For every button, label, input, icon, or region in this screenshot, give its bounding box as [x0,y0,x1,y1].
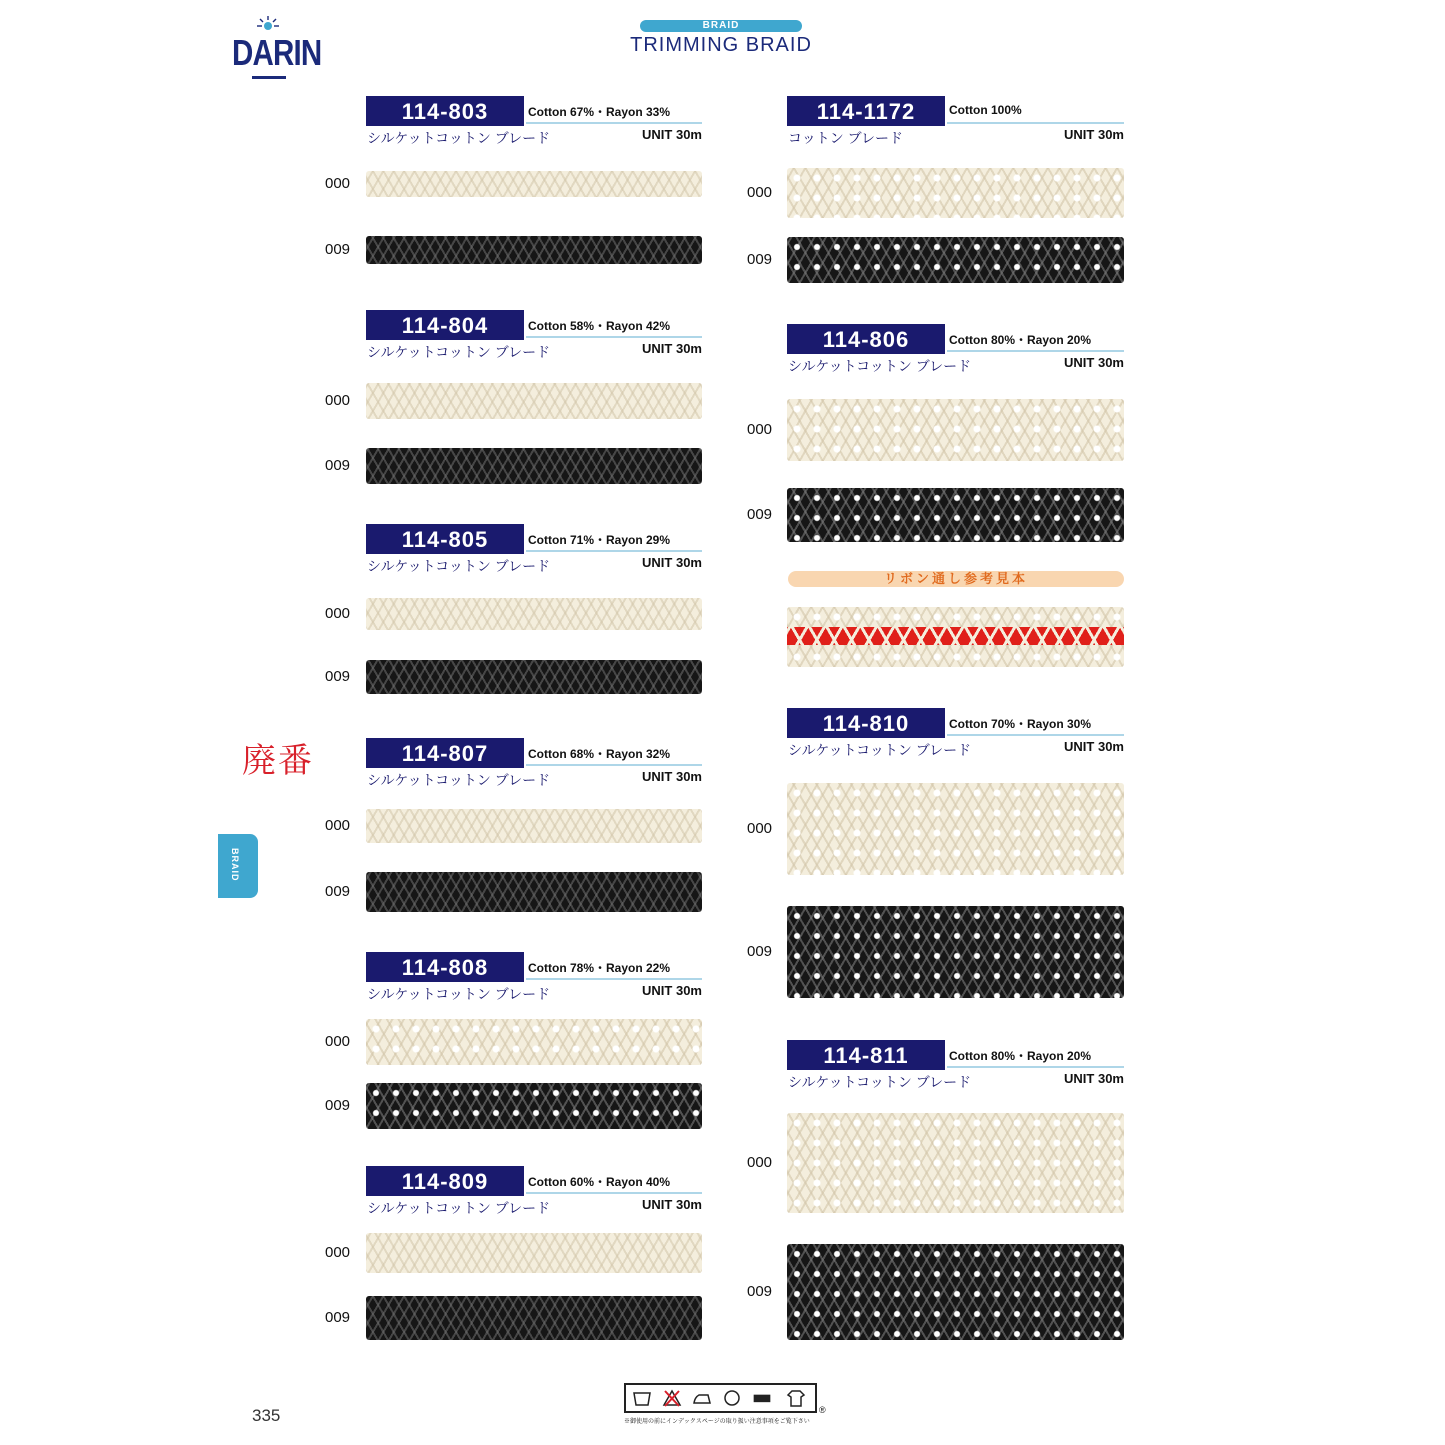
product-name-jp: シルケットコットン ブレード [367,558,551,574]
header-rule [526,1192,702,1194]
product-composition: Cotton 71%・Rayon 29% [528,533,671,547]
no-bleach-icon [662,1389,682,1407]
logo-subline-icon [232,74,306,82]
red-ribbon [787,627,1124,645]
header-rule [526,764,702,766]
braid-swatch [366,872,702,912]
dry-flat-icon [752,1389,772,1407]
product-composition: Cotton 80%・Rayon 20% [949,333,1092,347]
side-tab-label: BRAID [230,848,240,882]
product-composition: Cotton 100% [949,103,1022,117]
header-rule [526,978,702,980]
color-code: 000 [747,421,773,438]
product-name-jp: コットン ブレード [788,130,904,146]
color-code: 000 [325,817,351,834]
braid-swatch [787,906,1124,998]
product-name-jp: シルケットコットン ブレード [367,130,551,146]
ribbon-sample-label: リボン通し参考見本 [788,571,1124,587]
braid-swatch [787,783,1124,875]
ribbon-sample-swatch [787,607,1124,667]
product-unit: UNIT 30m [642,341,702,356]
product-code: 114-1172 [787,96,945,126]
product-code: 114-803 [366,96,524,126]
product-name-jp: シルケットコットン ブレード [367,772,551,788]
care-symbols [624,1383,817,1413]
header-rule [947,734,1124,736]
product-unit: UNIT 30m [1064,127,1124,142]
color-code: 000 [747,820,773,837]
page-title: TRIMMING BRAID [630,34,812,56]
product-name-jp: シルケットコットン ブレード [788,1074,972,1090]
color-code: 009 [325,1309,351,1326]
product-unit: UNIT 30m [642,555,702,570]
product-name-jp: シルケットコットン ブレード [367,986,551,1002]
product-name-jp: シルケットコットン ブレード [367,344,551,360]
product-unit: UNIT 30m [642,769,702,784]
color-code: 000 [325,605,351,622]
product-code: 114-810 [787,708,945,738]
care-note: ※御使用の前にインデックスページの取り扱い注意事項をご覧下さい [624,1419,810,1425]
header-rule [526,122,702,124]
braid-swatch [366,448,702,484]
color-code: 009 [325,241,351,258]
braid-swatch [366,1019,702,1065]
garment-icon [786,1389,806,1407]
product-unit: UNIT 30m [642,127,702,142]
braid-swatch [366,809,702,843]
product-code: 114-806 [787,324,945,354]
product-code: 114-809 [366,1166,524,1196]
header-rule [947,1066,1124,1068]
wash-40-icon [632,1389,652,1407]
color-code: 000 [325,392,351,409]
color-code: 009 [747,943,773,960]
color-code: 009 [325,457,351,474]
color-code: 000 [747,184,773,201]
braid-swatch [787,1244,1124,1340]
product-code: 114-804 [366,310,524,340]
page-number: 335 [252,1406,281,1425]
discontinued-mark: 廃番 [242,741,314,781]
braid-swatch [366,171,702,197]
darin-logo [232,16,322,76]
product-name-jp: シルケットコットン ブレード [788,358,972,374]
product-composition: Cotton 58%・Rayon 42% [528,319,671,333]
product-name-jp: シルケットコットン ブレード [367,1200,551,1216]
braid-swatch [366,660,702,694]
braid-swatch [366,1083,702,1129]
product-unit: UNIT 30m [642,983,702,998]
color-code: 009 [325,883,351,900]
color-code: 000 [325,1033,351,1050]
header-rule [526,550,702,552]
product-composition: Cotton 68%・Rayon 32% [528,747,671,761]
color-code: 000 [325,1244,351,1261]
braid-swatch [787,168,1124,218]
color-code: 009 [747,1283,773,1300]
color-code: 009 [747,506,773,523]
header-rule [526,336,702,338]
product-code: 114-808 [366,952,524,982]
color-code: 000 [747,1154,773,1171]
color-code: 009 [747,251,773,268]
braid-swatch [366,598,702,630]
product-composition: Cotton 60%・Rayon 40% [528,1175,671,1189]
braid-swatch [366,1233,702,1273]
product-unit: UNIT 30m [642,1197,702,1212]
product-composition: Cotton 70%・Rayon 30% [949,717,1092,731]
product-composition: Cotton 67%・Rayon 33% [528,105,671,119]
braid-swatch [366,383,702,419]
braid-swatch [787,1113,1124,1213]
braid-swatch [787,237,1124,283]
product-composition: Cotton 80%・Rayon 20% [949,1049,1092,1063]
product-composition: Cotton 78%・Rayon 22% [528,961,671,975]
header-rule [947,122,1124,124]
registered-mark: ® [819,1405,826,1415]
color-code: 009 [325,1097,351,1114]
color-code: 000 [325,175,351,192]
dry-clean-icon [722,1389,742,1407]
color-code: 009 [325,668,351,685]
braid-swatch [787,488,1124,542]
product-code: 114-805 [366,524,524,554]
product-code: 114-807 [366,738,524,768]
product-unit: UNIT 30m [1064,1071,1124,1086]
product-code: 114-811 [787,1040,945,1070]
braid-swatch [366,1296,702,1340]
product-unit: UNIT 30m [1064,739,1124,754]
braid-swatch [366,236,702,264]
iron-low-icon [692,1389,712,1407]
braid-swatch [787,399,1124,461]
header-rule [947,350,1124,352]
side-index-tab[interactable] [218,834,258,898]
product-unit: UNIT 30m [1064,355,1124,370]
logo-wordmark: DARIN [232,32,322,73]
category-pill: BRAID [640,20,802,32]
product-name-jp: シルケットコットン ブレード [788,742,972,758]
